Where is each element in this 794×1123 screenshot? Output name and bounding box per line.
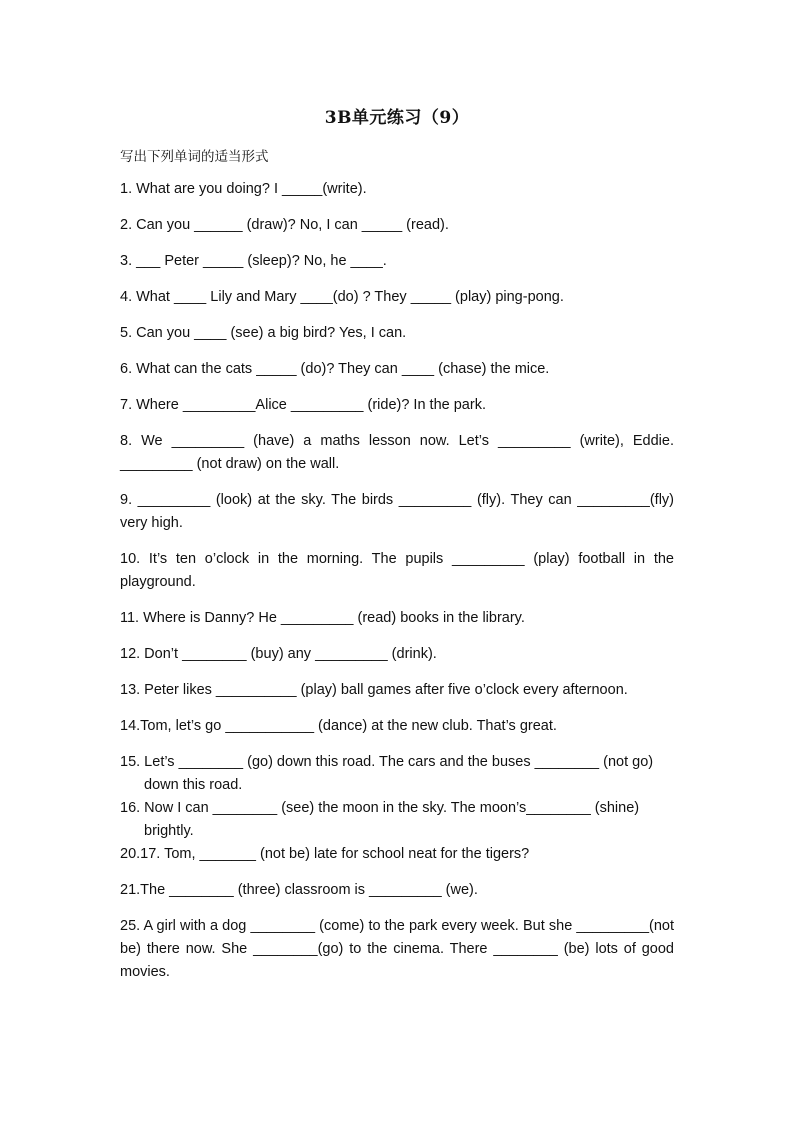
exercise-item-9: 9. _________ (look) at the sky. The birds _________ (fly). They can _________(fly) very high. (120, 492, 674, 531)
exercise-item-16: 16. Now I can ________ (see) the moon in the sky. The moon’s________ (shine) brightly. (120, 800, 640, 839)
exercise-item-7: 7. Where _________Alice _________ (ride)? In the park. (120, 397, 486, 413)
exercise-item-4: 4. What ____ Lily and Mary ____(do) ? They _____ (play) ping-pong. (120, 289, 564, 305)
exercise-item-2: 2. Can you ______ (draw)? No, I can _____ (read). (120, 217, 449, 233)
exercise-item-13: 13. Peter likes __________ (play) ball games after five o’clock every afternoon. (120, 682, 628, 698)
exercise-item-10: 10. It’s ten o’clock in the morning. The pupils _________ (play) football in the playground. (120, 551, 674, 590)
exercise-item-3: 3. ___ Peter _____ (sleep)? No, he ____. (120, 253, 387, 269)
exercise-item-12: 12. Don’t ________ (buy) any _________ (drink). (120, 646, 437, 662)
page-title: 3B单元练习（9） (324, 108, 470, 128)
exercise-item-14: 14.Tom, let’s go ___________ (dance) at the new club. That’s great. (120, 718, 557, 734)
exercise-item-21: 21.The ________ (three) classroom is _________ (we). (120, 882, 478, 898)
exercise-item-1: 1. What are you doing? I _____(write). (120, 181, 367, 197)
exercise-item-5: 5. Can you ____ (see) a big bird? Yes, I can. (120, 325, 407, 341)
exercise-item-25: 25. A girl with a dog ________ (come) to the park every week. But she _________(not be) there now. She ________(go) to the cinema. There ________ (be) lots of good movies. (120, 918, 674, 980)
instruction-text: 写出下列单词的适当形式 (120, 149, 269, 165)
exercise-list (120, 178, 674, 997)
exercise-item-15: 15. Let’s ________ (go) down this road. The cars and the buses ________ (not go) down this road. (120, 754, 654, 793)
exercise-item-11: 11. Where is Danny? He _________ (read) books in the library. (120, 610, 525, 626)
exercise-item-8: 8. We _________ (have) a maths lesson now. Let’s _________ (write), Eddie. _________ (not draw) on the wall. (120, 433, 674, 472)
exercise-item-6: 6. What can the cats _____ (do)? They can ____ (chase) the mice. (120, 361, 550, 377)
exercise-item-17: 20.17. Tom, _______ (not be) late for school neat for the tigers? (120, 846, 530, 862)
